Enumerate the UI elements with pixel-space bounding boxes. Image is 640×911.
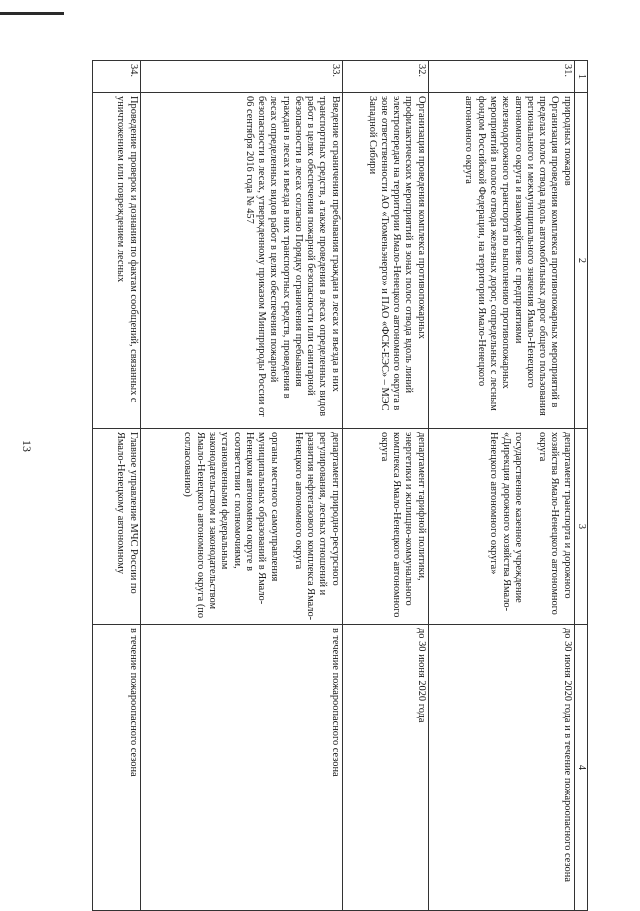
table-row [428,61,574,911]
executor-cell [428,429,574,625]
executor-text: органы местного самоуправления муниципальных образований в Ямало-Ненецком автономном округе в соответствии с полномочиями, установленными федеральным законодательством и законодательством Ямало-Ненецкого автономного округа (по согласованию) [182,432,280,619]
measures-table [92,60,588,911]
measure-cell: Введение ограничения пребывания граждан в лесах и въезда в них транспортных средств, а также проведения в лесах определенных видов работ в целях обеспечения пожарной безопасности или санитарной безопасности в лесах согласно Порядку ограничения пребывания граждан в лесах и въезда в них транспортных средств, проведения в лесах определенных видов работ в целях обеспечения пожарной безопасности в лесах, утвержденному приказом Минприроды России от 06 сентября 2016 года № 457 [140,93,342,429]
page-number: 13 [20,440,34,452]
col-header-3: 3 [574,429,587,625]
measure-text: Организация проведения комплекса противопожарных мероприятий в пределах полос отвода вдоль автомобильных дорог общего пользования регионального и межмуниципального значения Ямало-Ненецкого автономного округа и взаимодействие с предприятиями железнодорожного транспорта по выполнению противопожарных мероприятий в полосе отвода железных дорог, сопредельных с лесным фондом Российской Федерации, на территории Ямало-Ненецкого автономного округа [463,96,561,416]
table-row [140,61,342,911]
term-cell: в течение пожароопасного сезона [93,625,141,911]
term-cell: до 30 июня 2020 года [342,625,428,911]
col-header-1: 1 [574,61,587,93]
measure-cell [428,93,574,429]
col-header-4: 4 [574,625,587,911]
table-row [342,61,428,911]
term-cell: до 30 июня 2020 года и в течение пожароопасного сезона [428,625,574,911]
row-number: 34. [93,61,141,93]
row-number: 31. [428,61,574,93]
rotated-page [92,60,588,910]
executor-text: департамент природно-ресурсного регулирования, лесных отношений и развития нефтегазового комплекса Ямало-Ненецкого автономного округа [292,432,341,621]
table-row [93,61,141,911]
term-cell: в течение пожароопасного сезона [140,625,342,911]
scan-edge-mark [0,12,64,15]
col-header-2: 2 [574,93,587,429]
continuation-text: природных пожаров [561,96,573,186]
executor-cell [140,429,342,625]
header-row [574,61,587,911]
measure-cell: Проведение проверок и дознания по фактам сообщений, связанных с уничтожением или повреждением лесных [93,93,141,429]
measure-cell: Организация проведения комплекса противопожарных профилактических мероприятий в зонах полос отвода вдоль линий электропередач на территории Ямало-Ненецкого автономного округа в зоне ответственности АО «Тюменьэнерго» и ПАО «ФСК-ЕЭС» – МЭС Западной Сибири [342,93,428,429]
row-number: 33. [140,61,342,93]
executor-text: департамент транспорта и дорожного хозяйства Ямало-Ненецкого автономного округа [537,432,573,615]
executor-cell: департамент тарифной политики, энергетики и жилищно-коммунального комплекса Ямало-Ненецкого автономного округа [342,429,428,625]
row-number: 32. [342,61,428,93]
executor-text: государственное казенное учреждение «Дирекция дорожного хозяйства Ямало-Ненецкого автономного округа» [488,432,524,612]
executor-cell: Главное управление МЧС России по Ямало-Ненецкому автономному [93,429,141,625]
